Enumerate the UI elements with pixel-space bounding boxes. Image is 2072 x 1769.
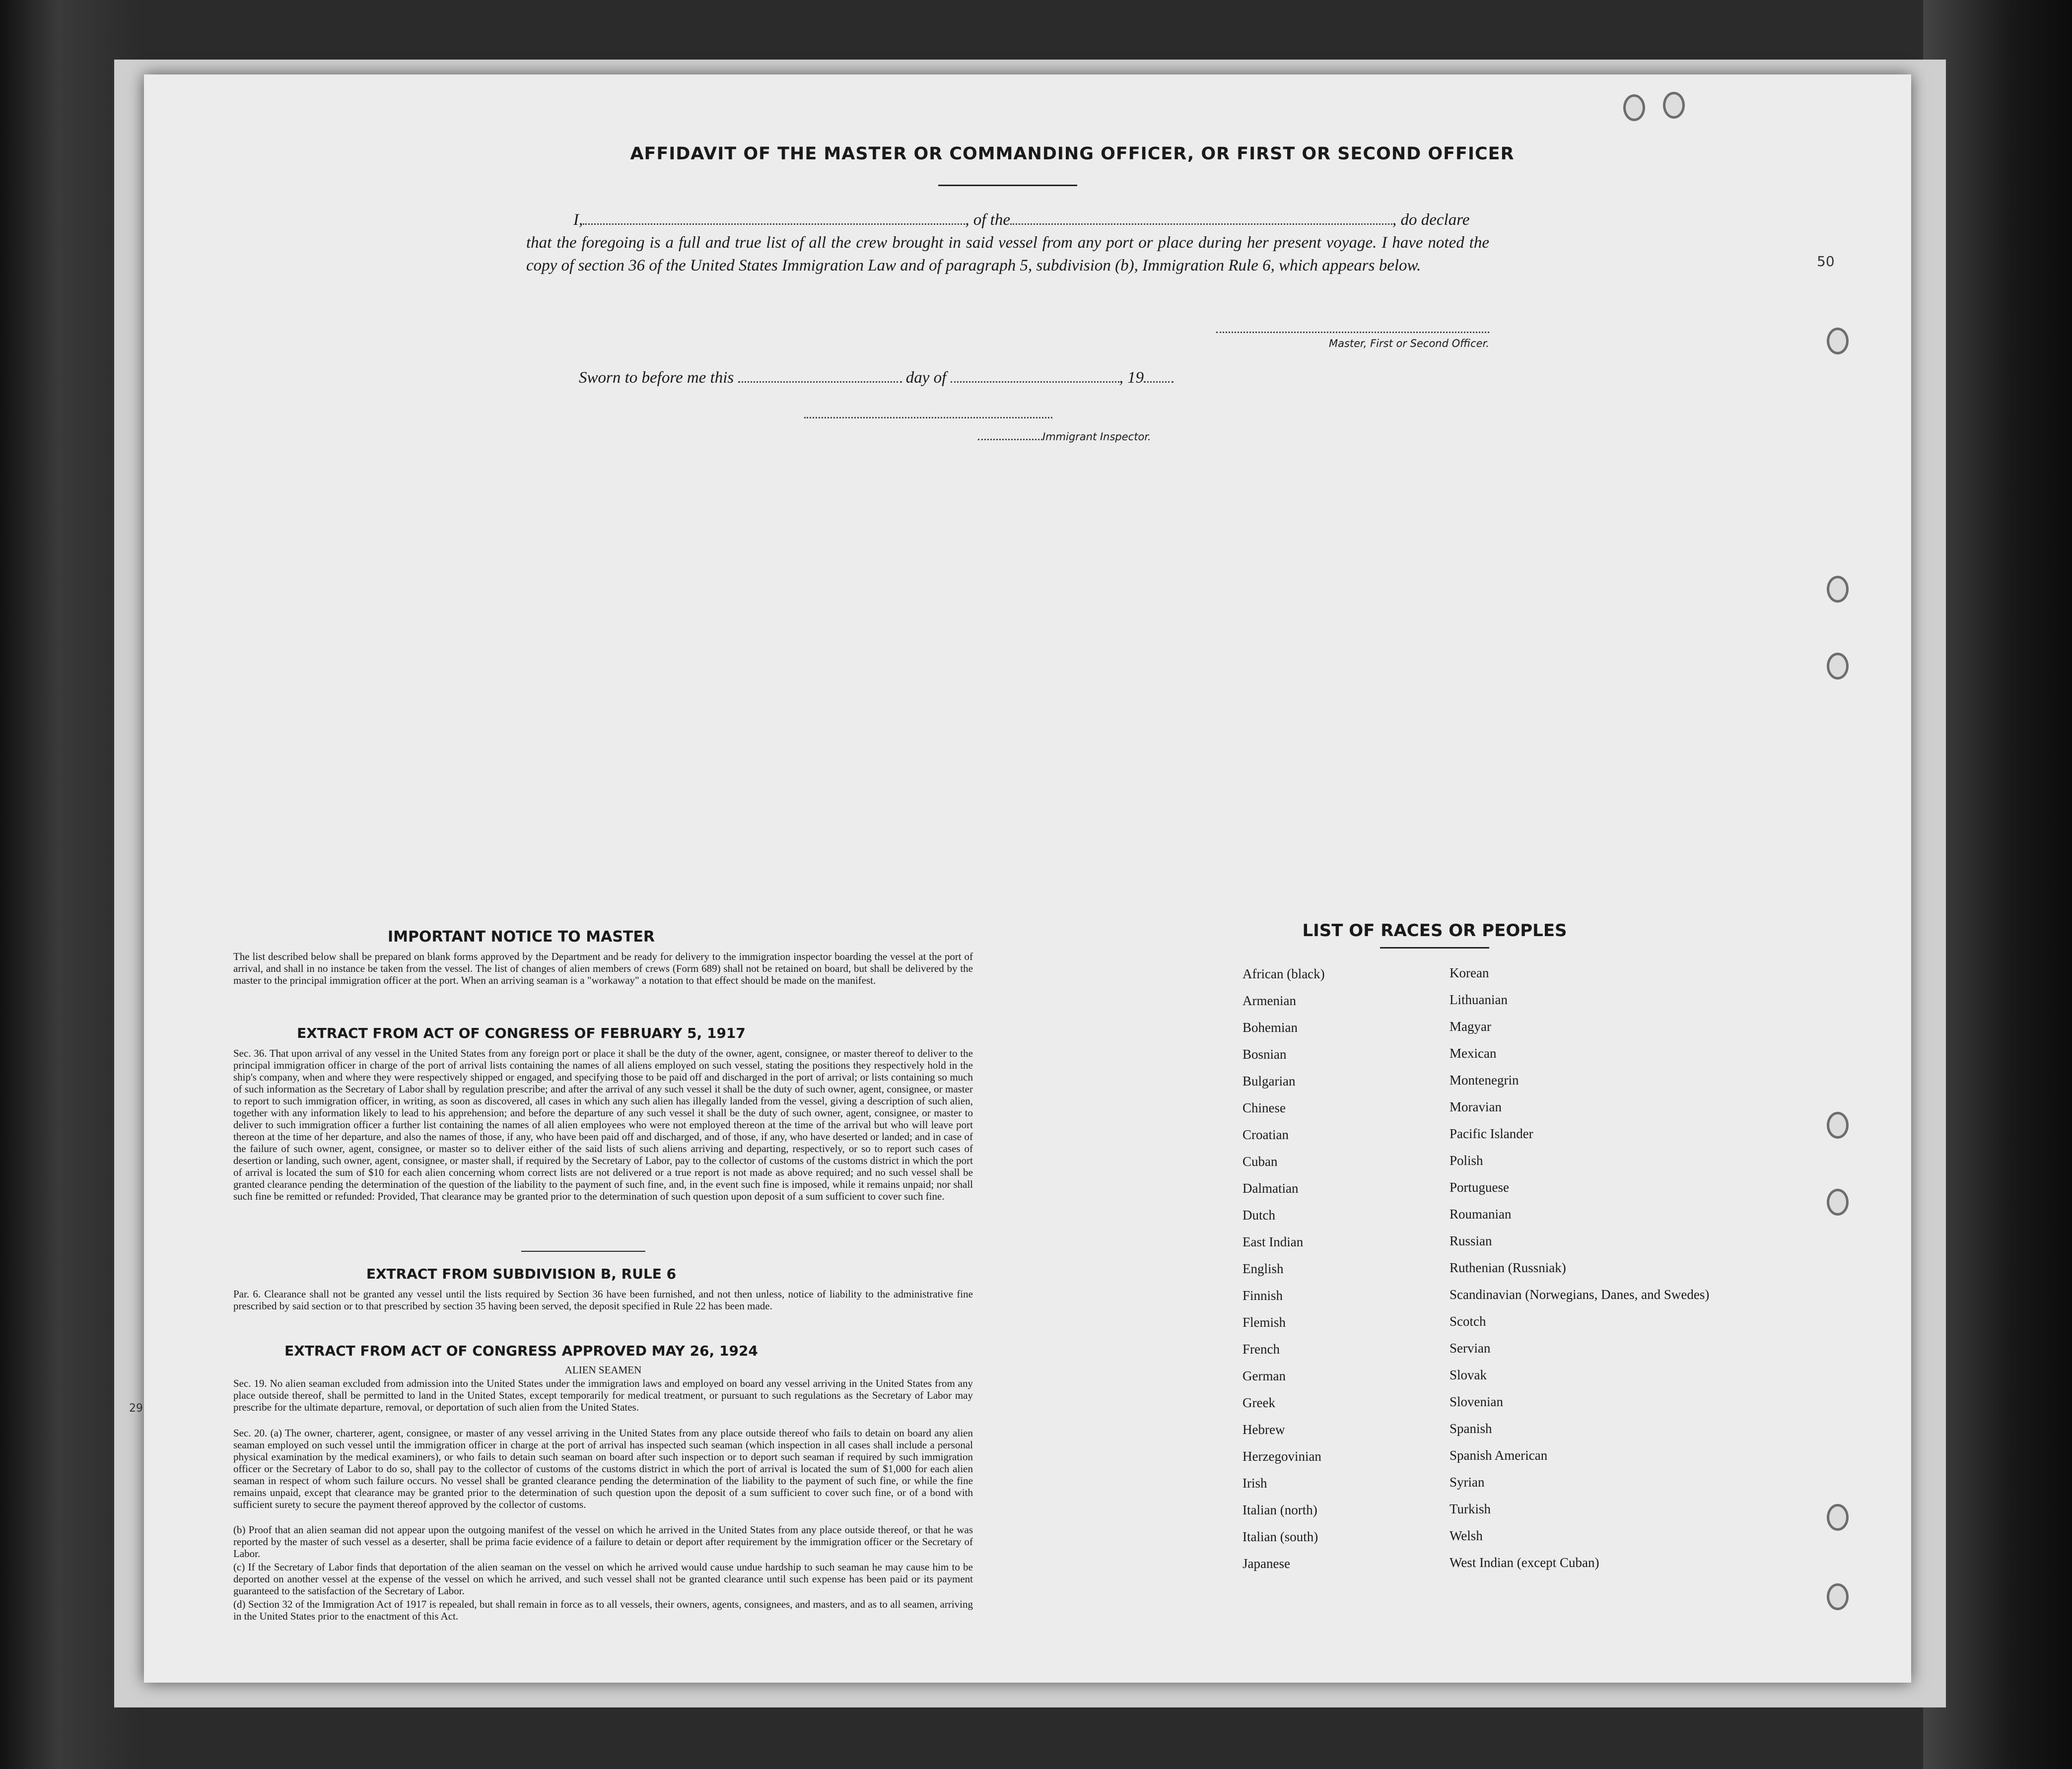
do-declare-label: , do declare xyxy=(1392,211,1470,229)
race-item: Spanish American xyxy=(1450,1448,1548,1463)
notice-body: The list described below shall be prepared on blank forms approved by the Department and be ready for delivery to the immigration inspector boarding the vessel at the port of arrival, and shall in no instance be taken from the vessel. The list of changes of alien members of crews (Form 689) shall not be retained on board, but shall be delivered by the master to the principal immigration officer at the port. When an arriving seaman is a "workaway" a notation to that effect should be made on the manifest. xyxy=(233,951,973,986)
affidavit-declaration xyxy=(526,208,1489,277)
race-item: Spanish xyxy=(1450,1421,1492,1436)
race-item: Bulgarian xyxy=(1243,1074,1296,1089)
race-item: Dutch xyxy=(1243,1208,1275,1223)
punch-hole-icon xyxy=(1827,576,1849,603)
sworn-year-label: , 19 xyxy=(1119,369,1144,387)
race-item: Welsh xyxy=(1450,1528,1483,1543)
punch-hole-icon xyxy=(1827,1112,1849,1139)
race-item: African (black) xyxy=(1243,966,1325,981)
extract-1924-title: EXTRACT FROM ACT OF CONGRESS APPROVED MAY 26, 1924 xyxy=(284,1343,758,1359)
punch-hole-icon xyxy=(1623,94,1645,121)
race-item: Hebrew xyxy=(1243,1422,1285,1437)
sworn-day-label: day of xyxy=(905,369,947,387)
inspector-signature-line xyxy=(804,417,1052,418)
extract-1917-title: EXTRACT FROM ACT OF CONGRESS OF FEBRUARY 5, 1917 xyxy=(297,1025,746,1041)
punch-hole-icon xyxy=(1827,653,1849,680)
races-title: LIST OF RACES OR PEOPLES xyxy=(1302,921,1567,941)
affidavit-title: AFFIDAVIT OF THE MASTER OR COMMANDING OFFICER, OR FIRST OR SECOND OFFICER xyxy=(630,144,1515,164)
sec20b-body: (b) Proof that an alien seaman did not appear upon the outgoing manifest of the vessel on which he arrived in the United States from any place outside thereof, or that he was reported by the master of such vessel as a deserter, shall be prima facie evidence of a failure to detain or deport after requirement by the immigration officer or the Secretary of Labor. xyxy=(233,1524,973,1560)
race-item: Ruthenian (Russniak) xyxy=(1450,1260,1566,1275)
race-item: Croatian xyxy=(1243,1127,1289,1142)
title-rule xyxy=(938,185,1077,186)
race-item: Japanese xyxy=(1243,1556,1290,1571)
race-item: Portuguese xyxy=(1450,1180,1509,1195)
page-number-left: 29 xyxy=(129,1402,143,1415)
sworn-month-blank xyxy=(951,381,1119,383)
name-blank xyxy=(583,223,965,225)
race-item: Pacific Islander xyxy=(1450,1126,1533,1141)
race-item: East Indian xyxy=(1243,1234,1304,1249)
race-item: Montenegrin xyxy=(1450,1073,1519,1088)
race-item: Irish xyxy=(1243,1476,1267,1491)
inspector-dots xyxy=(978,439,1042,440)
race-item: Magyar xyxy=(1450,1019,1491,1034)
race-item: Turkish xyxy=(1450,1501,1491,1516)
race-item: Flemish xyxy=(1243,1315,1286,1330)
races-column-1 xyxy=(1243,966,1431,1583)
race-item: Mexican xyxy=(1450,1046,1497,1061)
alien-seamen-subtitle: ALIEN SEAMEN xyxy=(564,1364,642,1376)
extract-1917-body: Sec. 36. That upon arrival of any vessel in the United States from any foreign port or place it shall be the duty of the owner, agent, consignee, or master thereof to deliver to the principal immigration officer in charge of the port of arrival lists containing the names of all aliens employed on such vessel, stating the positions they respectively hold in the ship's company, when and where they were respectively shipped or engaged, and specifying those to be paid off and discharged in the port of arrival; or lists containing so much of such information as the Secretary of Labor shall by regulation prescribe; and after the arrival of any such vessel it shall be the duty of such owner, agent, consignee, or master to report to such immigration officer, in writing, as soon as discovered, all cases in which any such alien has illegally landed from the vessel, giving a description of such alien, together with any information likely to lead to his apprehension; and before the departure of any such vessel it shall be the duty of such owner, agent, consignee, or master to deliver to such immigration officer a further list containing the names of all alien employees who were not employed thereon at the time of the arrival but who will leave port thereon at the time of her departure, and also the names of those, if any, who have been paid off and discharged, and of those, if any, who have deserted or landed; and in case of the failure of such owner, agent, consignee, or master so to deliver either of the said lists of such aliens arriving and departing, respectively, or so to report such cases of desertion or landing, such owner, agent, consignee, or master shall, if required by the Secretary of Labor, pay to the collector of customs of the customs district in which the port of arrival is located the sum of $10 for each alien concerning whom correct lists are not delivered or a true report is not made as above required; and no such vessel shall be granted clearance pending the determination of the question of the liability to the payment of such fine, and, in the event such fine is imposed, while it remains unpaid; nor shall such fine be remitted or refunded: Provided, That clearance may be granted prior to the determination of such question upon deposit of a sum sufficient to cover such fine. xyxy=(233,1047,973,1202)
i-label: I, xyxy=(573,211,583,229)
race-item: Finnish xyxy=(1243,1288,1283,1303)
race-item: Herzegovinian xyxy=(1243,1449,1321,1464)
punch-hole-icon xyxy=(1663,92,1685,119)
of-the-label: , of the xyxy=(965,211,1010,229)
race-item: Italian (north) xyxy=(1243,1502,1317,1517)
sworn-day-blank xyxy=(738,381,902,383)
sec19-body: Sec. 19. No alien seaman excluded from admission into the United States under the immigration laws and employed on board any vessel arriving in the United States from any place outside thereof, shall be permitted to land in the United States, except temporarily for medical treatment, or pursuant to such regulations as the Secretary of Labor may prescribe for the ultimate departure, removal, or deportation of such alien from the United States. xyxy=(233,1377,973,1413)
race-item: Scandinavian (Norwegians, Danes, and Swedes) xyxy=(1450,1287,1710,1302)
sworn-year-blank xyxy=(1144,381,1174,383)
race-item: English xyxy=(1243,1261,1284,1276)
race-item: Servian xyxy=(1450,1341,1491,1356)
race-item: Moravian xyxy=(1450,1099,1502,1114)
race-item: Armenian xyxy=(1243,993,1296,1008)
sworn-prefix: Sworn to before me this xyxy=(579,369,734,387)
sec20a-body: Sec. 20. (a) The owner, charterer, agent, consignee, or master of any vessel arriving in the United States from any place outside thereof who fails to detain on board any alien seaman employed on such vessel until the immigration officer in charge at the port of arrival has inspected such seaman (which inspection in all cases shall include a personal physical examination by the medical examiners), or who fails to detain such seaman on board after such inspection or to deport such seaman if required by such immigration officer or the Secretary of Labor to do so, shall pay to the collector of customs of the customs district in which the port of arrival is located the sum of $1,000 for each alien seaman in respect of whom such failure occurs. No vessel shall be granted clearance pending the determination of the liability to the payment of such fine, or while the fine remains unpaid, except that clearance may be granted prior to the determination of such question upon the deposit of a sum sufficient to cover such fine, or of a bond with sufficient surety to secure the payment thereof approved by the collector of customs. xyxy=(233,1427,973,1510)
vessel-blank xyxy=(1010,223,1392,225)
race-item: Slovak xyxy=(1450,1367,1487,1382)
punch-hole-icon xyxy=(1827,1504,1849,1531)
race-item: Chinese xyxy=(1243,1100,1286,1115)
race-item: Russian xyxy=(1450,1233,1492,1248)
races-column-2 xyxy=(1450,965,1727,1582)
page-number-right: 50 xyxy=(1817,253,1835,270)
race-item: Polish xyxy=(1450,1153,1483,1168)
race-item: French xyxy=(1243,1342,1280,1357)
master-signature-line xyxy=(1216,332,1489,333)
race-item: Slovenian xyxy=(1450,1394,1503,1409)
sec20c-body: (c) If the Secretary of Labor finds that deportation of the alien seaman on the vessel on which he arrived would cause undue hardship to such seaman he may cause him to be deported on another vessel at the expense of the vessel on which he arrived, and such vessel shall not be granted clearance until such expense has been paid or its payment guaranteed to the satisfaction of the Secretary of Labor. xyxy=(233,1561,973,1597)
punch-hole-icon xyxy=(1827,1189,1849,1216)
punch-hole-icon xyxy=(1827,1583,1849,1610)
race-item: Bohemian xyxy=(1243,1020,1298,1035)
sec20d-body: (d) Section 32 of the Immigration Act of 1917 is repealed, but shall remain in force as to all vessels, their owners, agents, consignees, and masters, and as to all seamen, arriving in the United States prior to the enactment of this Act. xyxy=(233,1598,973,1622)
inspector-caption xyxy=(978,431,1151,443)
punch-hole-icon xyxy=(1827,328,1849,354)
inspector-caption-text: Immigrant Inspector. xyxy=(1042,431,1151,443)
race-item: Lithuanian xyxy=(1450,992,1508,1007)
extract-rule6-body: Par. 6. Clearance shall not be granted any vessel until the lists required by Section 36 have been furnished, and not then unless, notice of liability to the administrative fine prescribed by said section or to that prescribed by section 35 having been served, the deposit specified in Rule 22 has been made. xyxy=(233,1288,973,1312)
extract-rule6-title: EXTRACT FROM SUBDIVISION B, RULE 6 xyxy=(366,1266,677,1282)
race-item: German xyxy=(1243,1368,1286,1383)
race-item: Greek xyxy=(1243,1395,1275,1410)
race-item: Bosnian xyxy=(1243,1047,1287,1062)
section-rule xyxy=(521,1251,645,1252)
sworn-line xyxy=(579,369,1174,387)
race-item: Roumanian xyxy=(1450,1207,1512,1222)
race-item: Scotch xyxy=(1450,1314,1486,1329)
master-signature-caption: Master, First or Second Officer. xyxy=(1328,338,1489,349)
race-item: Syrian xyxy=(1450,1475,1485,1490)
race-item: Korean xyxy=(1450,965,1489,980)
manifest-page xyxy=(129,74,1911,1683)
affidavit-body: that the foregoing is a full and true list of all the crew brought in said vessel from any port or place during her present voyage. I have noted the copy of section 36 of the United States Immigration Law and of paragraph 5, subdivision (b), Immigration Rule 6, which appears below. xyxy=(526,234,1489,274)
notice-title: IMPORTANT NOTICE TO MASTER xyxy=(388,928,655,946)
race-item: Dalmatian xyxy=(1243,1181,1299,1196)
race-item: Cuban xyxy=(1243,1154,1278,1169)
races-title-rule xyxy=(1380,947,1489,949)
race-item: Italian (south) xyxy=(1243,1529,1318,1544)
race-item: West Indian (except Cuban) xyxy=(1450,1555,1599,1570)
